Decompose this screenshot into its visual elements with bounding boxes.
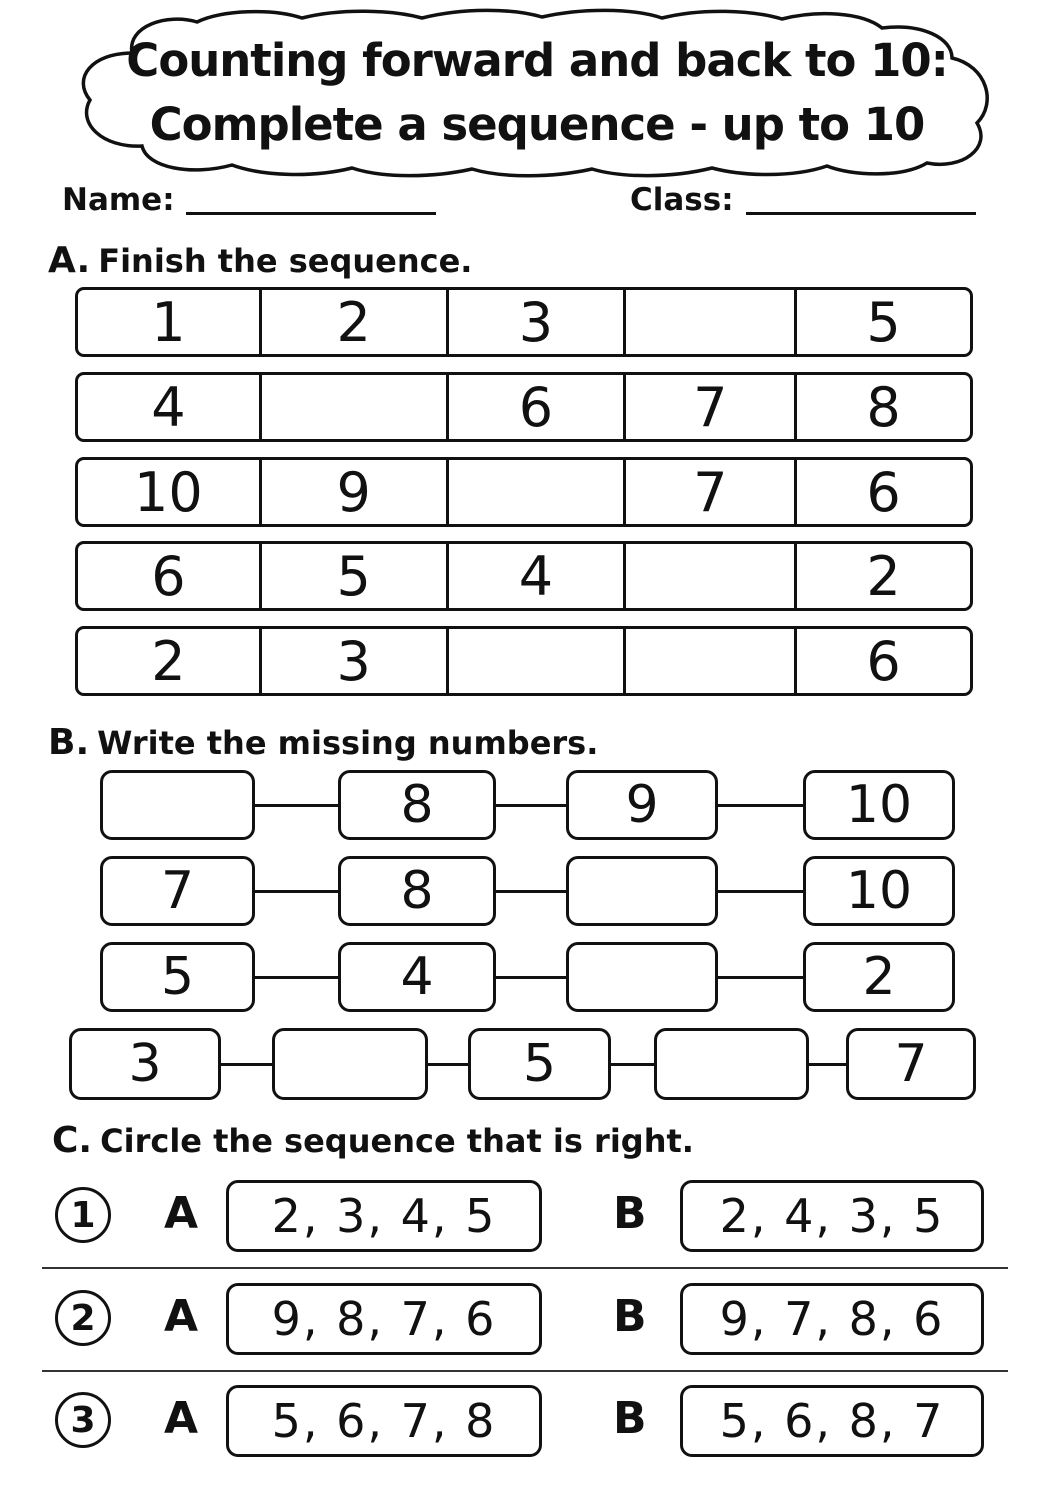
answer-cell[interactable] xyxy=(449,460,627,524)
sequence-row xyxy=(75,626,973,696)
number-box: 5 xyxy=(100,942,255,1012)
section-c-heading xyxy=(52,1120,694,1161)
connector-line xyxy=(718,976,803,979)
connector-line xyxy=(255,804,338,807)
number-cell: 5 xyxy=(866,290,901,354)
question-divider xyxy=(42,1370,1008,1372)
section-c-instruction: Circle the sequence that is right. xyxy=(100,1122,694,1160)
number-box: 2 xyxy=(803,942,955,1012)
option-b-box[interactable]: 5, 6, 8, 7 xyxy=(680,1385,984,1457)
answer-cell[interactable] xyxy=(626,629,797,693)
sequence-row xyxy=(75,287,973,357)
number-cell: 2 xyxy=(262,290,449,354)
number-cell: 4 xyxy=(78,375,262,439)
name-field[interactable] xyxy=(186,212,436,215)
answer-box[interactable] xyxy=(272,1028,428,1100)
option-a-label: A xyxy=(164,1188,199,1239)
number-cell: 3 xyxy=(262,629,449,693)
number-box: 10 xyxy=(803,770,955,840)
option-a-box[interactable]: 9, 8, 7, 6 xyxy=(226,1283,542,1355)
section-b-heading xyxy=(48,722,598,763)
number-box: 9 xyxy=(566,770,718,840)
connector-line xyxy=(255,890,338,893)
question-number: 2 xyxy=(55,1290,111,1346)
answer-box[interactable] xyxy=(100,770,255,840)
number-cell: 5 xyxy=(262,544,449,608)
connector-line xyxy=(428,1063,468,1066)
number-box: 5 xyxy=(468,1028,611,1100)
title-line-2: Complete a sequence - up to 10 xyxy=(149,98,925,151)
connector-line xyxy=(496,890,566,893)
connector-line xyxy=(496,804,566,807)
question-divider xyxy=(42,1267,1008,1269)
section-b-letter: B. xyxy=(48,722,90,763)
class-field[interactable] xyxy=(746,212,976,215)
option-b-label: B xyxy=(613,1393,647,1444)
number-box: 4 xyxy=(338,942,496,1012)
connector-line xyxy=(611,1063,654,1066)
option-a-box[interactable]: 2, 3, 4, 5 xyxy=(226,1180,542,1252)
option-b-box[interactable]: 9, 7, 8, 6 xyxy=(680,1283,984,1355)
answer-box[interactable] xyxy=(566,856,718,926)
number-cell: 3 xyxy=(449,290,627,354)
number-cell: 10 xyxy=(78,460,262,524)
number-cell: 9 xyxy=(262,460,449,524)
sequence-row xyxy=(75,541,973,611)
number-cell: 8 xyxy=(866,375,901,439)
answer-cell[interactable] xyxy=(262,375,449,439)
number-cell: 7 xyxy=(626,375,797,439)
number-cell: 6 xyxy=(449,375,627,439)
number-cell: 4 xyxy=(449,544,627,608)
question-number: 1 xyxy=(55,1187,111,1243)
option-a-label: A xyxy=(164,1291,199,1342)
number-cell: 7 xyxy=(626,460,797,524)
number-box: 8 xyxy=(338,856,496,926)
section-a-letter: A. xyxy=(48,240,91,281)
option-a-label: A xyxy=(164,1393,199,1444)
number-cell: 6 xyxy=(78,544,262,608)
connector-line xyxy=(809,1063,846,1066)
connector-line xyxy=(255,976,338,979)
number-cell: 6 xyxy=(866,629,901,693)
number-box: 7 xyxy=(846,1028,976,1100)
sequence-row xyxy=(75,457,973,527)
connector-line xyxy=(718,804,803,807)
number-cell: 2 xyxy=(78,629,262,693)
section-a-heading xyxy=(48,240,472,281)
name-label: Name: xyxy=(62,182,175,218)
option-a-box[interactable]: 5, 6, 7, 8 xyxy=(226,1385,542,1457)
number-cell: 2 xyxy=(866,544,901,608)
answer-cell[interactable] xyxy=(449,629,627,693)
sequence-row xyxy=(75,372,973,442)
section-c-letter: C. xyxy=(52,1120,93,1161)
number-cell: 6 xyxy=(866,460,901,524)
connector-line xyxy=(496,976,566,979)
title-banner xyxy=(72,8,1002,178)
answer-cell[interactable] xyxy=(626,544,797,608)
option-b-label: B xyxy=(613,1291,647,1342)
number-box: 7 xyxy=(100,856,255,926)
title-line-1: Counting forward and back to 10: xyxy=(126,34,948,87)
answer-box[interactable] xyxy=(566,942,718,1012)
section-a-instruction: Finish the sequence. xyxy=(98,242,473,280)
number-box: 8 xyxy=(338,770,496,840)
number-box: 3 xyxy=(69,1028,221,1100)
answer-box[interactable] xyxy=(654,1028,809,1100)
number-box: 10 xyxy=(803,856,955,926)
option-b-box[interactable]: 2, 4, 3, 5 xyxy=(680,1180,984,1252)
section-b-instruction: Write the missing numbers. xyxy=(97,724,599,762)
option-b-label: B xyxy=(613,1188,647,1239)
class-label: Class: xyxy=(630,182,734,218)
answer-cell[interactable] xyxy=(626,290,797,354)
connector-line xyxy=(221,1063,272,1066)
number-cell: 1 xyxy=(78,290,262,354)
connector-line xyxy=(718,890,803,893)
question-number: 3 xyxy=(55,1392,111,1448)
